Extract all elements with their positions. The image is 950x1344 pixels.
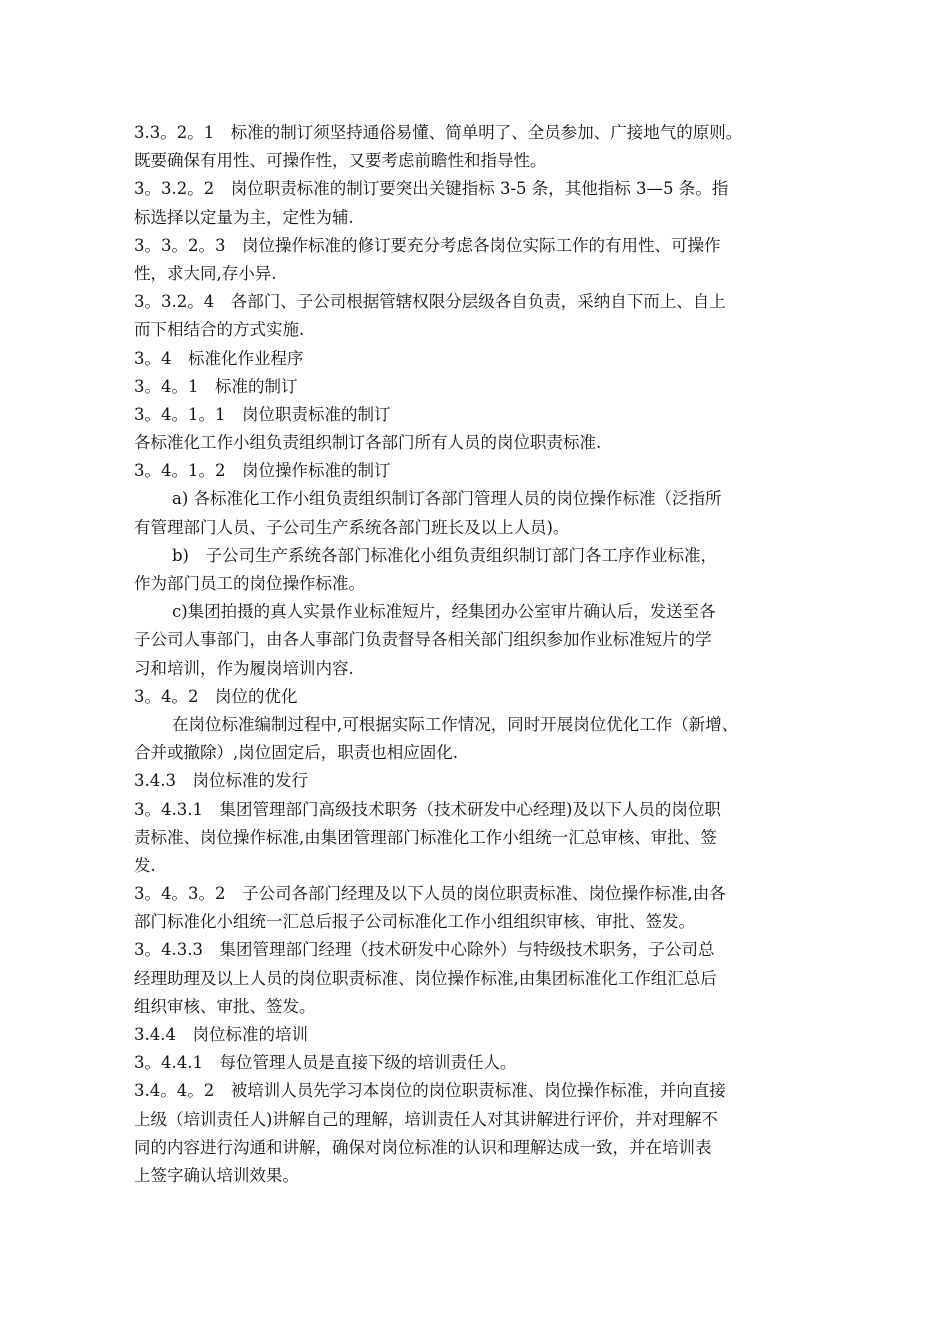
text-line: c)集团拍摄的真人实景作业标准短片，经集团办公室审片确认后，发送至各 [172,602,716,622]
text-line: 上签字确认培训效果。 [134,1165,299,1185]
text-line: 有管理部门人员、子公司生产系统各部门班长及以上人员)。 [134,517,570,537]
text-line: 经理助理及以上人员的岗位职责标准、岗位操作标准,由集团标准化工作组汇总后 [134,968,717,988]
text-line: 同的内容进行沟通和讲解，确保对岗位标准的认识和理解达成一致，并在培训表 [134,1137,712,1157]
text-line: 3。3。2。3 岗位操作标准的修订要充分考虑各岗位实际工作的有用性、可操作 [134,235,721,255]
text-line: 3。4。1。1 岗位职责标准的制订 [134,404,391,424]
text-line: 发. [134,855,156,875]
text-line: 责标准、岗位操作标准,由集团管理部门标准化工作小组统一汇总审核、审批、签 [134,827,717,847]
document-page [134,119,834,1190]
text-line: b) 子公司生产系统各部门标准化小组负责组织制订部门各工序作业标准， [172,545,717,565]
text-line: 3。4.4.1 每位管理人员是直接下级的培训责任人。 [134,1053,517,1073]
text-line: 在岗位标准编制过程中,可根据实际工作情况，同时开展岗位优化工作（新增、 [172,714,739,734]
text-line: 3.4.3 岗位标准的发行 [134,771,308,791]
text-line: 性，求大同,存小异. [134,263,277,283]
text-line: 习和培训，作为履岗培训内容. [134,658,354,678]
text-line: 而下相结合的方式实施. [134,320,305,340]
text-line: 3。4.3.1 集团管理部门高级技术职务（技术研发中心经理)及以下人员的岗位职 [134,799,721,819]
text-line: 组织审核、审批、签发。 [134,996,316,1016]
text-line: 3。4。1 标准的制订 [134,376,298,396]
text-line: a) 各标准化工作小组负责组织制订各部门管理人员的岗位操作标准（泛指所 [172,489,722,509]
text-line: 子公司人事部门，由各人事部门负责督导各相关部门组织参加作业标准短片的学 [134,630,712,650]
text-line: 3。4 标准化作业程序 [134,348,304,368]
text-line: 3.4.4 岗位标准的培训 [134,1025,308,1044]
text-line: 3。4。1。2 岗位操作标准的制订 [134,461,391,481]
text-line: 3。4。3。2 子公司各部门经理及以下人员的岗位职责标准、岗位操作标准,由各 [134,884,726,904]
text-line: 各标准化工作小组负责组织制订各部门所有人员的岗位职责标准. [134,433,602,453]
text-line: 部门标准化小组统一汇总后报子公司标准化工作小组组织审核、审批、签发。 [134,912,695,932]
text-line: 标选择以定量为主，定性为辅. [134,207,354,227]
text-line: 3。3.2。2 岗位职责标准的制订要突出关键指标 3-5 条，其他指标 3—5 条。指 [134,179,729,199]
text-line: 上级（培训责任人)讲解自己的理解，培训责任人对其讲解进行评价，并对理解不 [134,1109,718,1129]
text-line: 3.4。4。2 被培训人员先学习本岗位的岗位职责标准、岗位操作标准，并向直接 [134,1081,726,1101]
text-line: 3。3.2。4 各部门、子公司根据管辖权限分层级各自负责，采纳自下而上、自上 [134,292,726,312]
text-line: 3。4。2 岗位的优化 [134,686,298,706]
text-line: 3。4.3.3 集团管理部门经理（技术研发中心除外）与特级技术职务，子公司总 [134,940,715,960]
text-line: 作为部门员工的岗位操作标准。 [134,574,365,593]
text-line: 合并或撤除）,岗位固定后，职责也相应固化. [134,743,458,763]
text-line: 3.3。2。1 标准的制订须坚持通俗易懂、简单明了、全员参加、广接地气的原则。 [134,123,743,142]
text-line: 既要确保有用性、可操作性，又要考虑前瞻性和指导性。 [134,151,547,171]
